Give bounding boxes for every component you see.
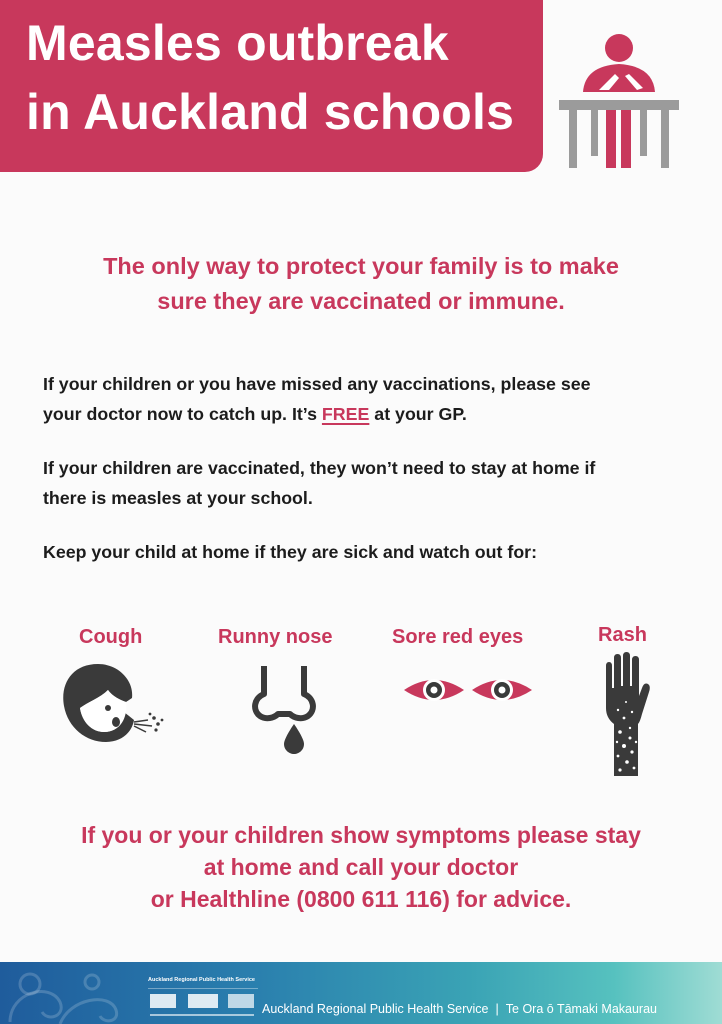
footer-bar	[0, 962, 722, 1024]
footer-maori-name: Te Ora ō Tāmaki Makaurau	[505, 1002, 657, 1016]
symptom-label-runny-nose: Runny nose	[218, 626, 333, 648]
rash-hand-icon	[600, 652, 652, 776]
sore-eyes-icon	[402, 672, 534, 708]
paragraph-vaccinated	[43, 453, 693, 513]
p3-line: Keep your child at home if they are sick and watch out for:	[43, 542, 538, 562]
closing-line1: If you or your children show symptoms please stay	[81, 822, 641, 848]
runny-nose-icon	[250, 664, 318, 758]
lead-line1: The only way to protect your family is to make	[103, 253, 619, 279]
cough-icon	[58, 662, 168, 744]
paragraph-keep-home	[43, 537, 693, 567]
closing-line3: or Healthline (0800 611 116) for advice.	[150, 886, 572, 912]
p1-line2-start: your doctor now to catch up. It’s	[43, 404, 322, 424]
partner-logos-icon	[148, 976, 258, 1020]
footer-organisation	[262, 1002, 657, 1016]
p1-line2-end: at your GP.	[369, 404, 467, 424]
closing-statement	[20, 819, 702, 915]
school-desk-icon	[553, 30, 683, 172]
closing-line2: at home and call your doctor	[203, 854, 519, 880]
p2-line2: there is measles at your school.	[43, 488, 313, 508]
symptom-label-sore-eyes: Sore red eyes	[392, 626, 524, 648]
p2-line1: If your children are vaccinated, they won’t need to stay at home if	[43, 458, 596, 478]
lead-line2: sure they are vaccinated or immune.	[157, 288, 565, 314]
p1-line2	[43, 399, 693, 429]
p1-line1: If your children or you have missed any vaccinations, please see	[43, 374, 591, 394]
lead-statement	[30, 249, 692, 319]
koru-pattern-icon	[0, 962, 150, 1024]
footer-separator: |	[495, 1002, 499, 1016]
symptom-label-rash: Rash	[598, 624, 647, 646]
footer-org-name: Auckland Regional Public Health Service	[262, 1002, 489, 1016]
page-title-line1: Measles outbreak	[26, 15, 449, 71]
free-highlight: FREE	[321, 404, 370, 424]
footer-logo-text: Auckland Regional Public Health Service	[148, 977, 255, 983]
paragraph-vaccinations	[43, 369, 693, 429]
symptom-label-cough: Cough	[79, 626, 143, 648]
page-title-line2: in Auckland schools	[26, 84, 515, 140]
title-banner	[0, 0, 543, 172]
